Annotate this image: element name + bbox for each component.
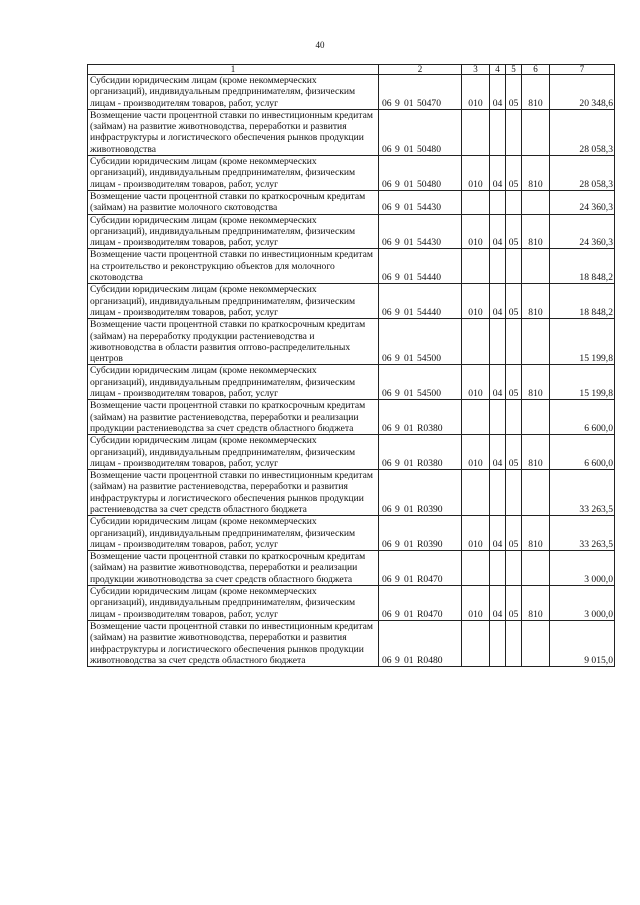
row-col3: 010 [462,435,490,470]
row-amount: 18 848,2 [550,249,615,284]
header-cell: 7 [550,65,615,75]
row-description: Субсидии юридическим лицам (кроме некоммерческих организаций), индивидуальным предпринимателям, физическим лицам - производителям товаров, работ, услуг [88,214,379,249]
row-col6 [522,470,550,516]
table-row [88,249,615,284]
row-col6 [522,551,550,586]
row-col6 [522,249,550,284]
code-direction: 50480 [417,143,441,155]
row-description: Возмещение части процентной ставки по инвестиционным кредитам на строительство и реконструкцию объектов для молочного скотоводства [88,249,379,284]
row-amount: 15 199,8 [550,319,615,365]
row-description: Субсидии юридическим лицам (кроме некоммерческих организаций), индивидуальным предпринимателям, физическим лицам - производителям товаров, работ, услуг [88,75,379,110]
code-subprogram: 01 [404,353,414,365]
row-col4 [490,620,506,666]
row-col5: 05 [506,365,522,400]
row-description: Возмещение части процентной ставки по инвестиционным кредитам (займам) на развитие животноводства, переработки и развития инфраструктуры и логистического обеспечения рынков продукции животноводства [88,109,379,155]
table-row [88,400,615,435]
table-row [88,470,615,516]
table-row [88,435,615,470]
header-cell: 1 [88,65,379,75]
table-row [88,620,615,666]
row-col3: 010 [462,586,490,621]
code-program: 9 [395,573,400,585]
code-subprogram: 01 [404,503,414,515]
code-subprogram: 01 [404,573,414,585]
code-direction: R0470 [417,608,443,620]
row-col4 [490,249,506,284]
row-col4 [490,190,506,214]
code-program: 9 [395,202,400,214]
code-program: 9 [395,97,400,109]
code-direction: R0390 [417,503,443,515]
code-program: 9 [395,457,400,469]
code-subprogram: 01 [404,97,414,109]
table-row [88,190,615,214]
code-program: 9 [395,237,400,249]
table-row [88,319,615,365]
code-section: 06 [382,143,392,155]
table-row [88,284,615,319]
code-direction: 54440 [417,306,441,318]
code-section: 06 [382,97,392,109]
row-col5: 05 [506,156,522,191]
row-col4 [490,551,506,586]
code-direction: 50470 [417,97,441,109]
code-direction: 54440 [417,272,441,284]
row-col4: 04 [490,156,506,191]
code-program: 9 [395,272,400,284]
code-subprogram: 01 [404,237,414,249]
row-col4: 04 [490,516,506,551]
row-col5 [506,620,522,666]
row-col6: 810 [522,156,550,191]
row-col3: 010 [462,214,490,249]
header-cell: 5 [506,65,522,75]
row-code [379,214,462,249]
row-col6: 810 [522,435,550,470]
row-col3 [462,109,490,155]
row-description: Возмещение части процентной ставки по краткосрочным кредитам (займам) на развитие молочного скотоводства [88,190,379,214]
row-code [379,190,462,214]
row-col5: 05 [506,284,522,319]
table-header-row [88,65,615,75]
row-col6: 810 [522,586,550,621]
row-col5 [506,190,522,214]
row-col5: 05 [506,75,522,110]
row-col5 [506,400,522,435]
code-direction: 54500 [417,388,441,400]
row-amount: 3 000,0 [550,551,615,586]
row-col4: 04 [490,214,506,249]
code-section: 06 [382,608,392,620]
row-col5: 05 [506,586,522,621]
code-subprogram: 01 [404,422,414,434]
row-col3 [462,319,490,365]
row-code [379,156,462,191]
row-description: Возмещение части процентной ставки по инвестиционным кредитам (займам) на развитие растениеводства, переработки и развития инфраструктуры и логистического обеспечения рынков продукции растениеводства за счет средств областного бюджета [88,470,379,516]
code-direction: 54430 [417,237,441,249]
row-code [379,516,462,551]
row-amount: 28 058,3 [550,156,615,191]
row-col3 [462,249,490,284]
code-subprogram: 01 [404,538,414,550]
code-program: 9 [395,608,400,620]
row-col3: 010 [462,75,490,110]
row-col3: 010 [462,365,490,400]
code-section: 06 [382,573,392,585]
code-subprogram: 01 [404,143,414,155]
code-direction: R0390 [417,538,443,550]
row-col4: 04 [490,284,506,319]
code-subprogram: 01 [404,608,414,620]
code-program: 9 [395,353,400,365]
row-code [379,365,462,400]
table-row [88,109,615,155]
row-description: Возмещение части процентной ставки по инвестиционным кредитам (займам) на развитие животноводства, переработки и развития инфраструктуры и логистического обеспечения рынков продукции животноводства за счет средств областного бюджета [88,620,379,666]
code-direction: 50480 [417,178,441,190]
code-section: 06 [382,422,392,434]
row-col3 [462,400,490,435]
code-direction: R0380 [417,422,443,434]
table-row [88,75,615,110]
row-col3 [462,551,490,586]
row-col6 [522,109,550,155]
code-direction: 54500 [417,353,441,365]
row-amount: 6 600,0 [550,435,615,470]
code-section: 06 [382,654,392,666]
row-amount: 6 600,0 [550,400,615,435]
table-row [88,551,615,586]
row-code [379,75,462,110]
row-description: Субсидии юридическим лицам (кроме некоммерческих организаций), индивидуальным предпринимателям, физическим лицам - производителям товаров, работ, услуг [88,284,379,319]
code-subprogram: 01 [404,178,414,190]
row-col5 [506,249,522,284]
row-col4 [490,400,506,435]
row-amount: 33 263,5 [550,516,615,551]
code-direction: 54430 [417,202,441,214]
row-col5 [506,109,522,155]
table-body [88,75,615,667]
row-col3: 010 [462,156,490,191]
row-description: Субсидии юридическим лицам (кроме некоммерческих организаций), индивидуальным предпринимателям, физическим лицам - производителям товаров, работ, услуг [88,365,379,400]
row-col5: 05 [506,214,522,249]
code-section: 06 [382,503,392,515]
row-col6: 810 [522,365,550,400]
row-amount: 3 000,0 [550,586,615,621]
code-subprogram: 01 [404,388,414,400]
row-code [379,319,462,365]
code-program: 9 [395,422,400,434]
row-amount: 18 848,2 [550,284,615,319]
row-code [379,551,462,586]
code-program: 9 [395,178,400,190]
row-col3: 010 [462,284,490,319]
code-program: 9 [395,306,400,318]
row-col5 [506,551,522,586]
row-description: Возмещение части процентной ставки по краткосрочным кредитам (займам) на развитие растениеводства, переработки и реализации продукции растениеводства за счет средств областного бюджета [88,400,379,435]
row-col4: 04 [490,586,506,621]
row-amount: 9 015,0 [550,620,615,666]
row-description: Возмещение части процентной ставки по краткосрочным кредитам (займам) на развитие животноводства, переработки и реализации продукции животноводства за счет средств областного бюджета [88,551,379,586]
code-section: 06 [382,237,392,249]
row-code [379,620,462,666]
row-col4: 04 [490,365,506,400]
code-section: 06 [382,272,392,284]
table-row [88,586,615,621]
row-col3 [462,470,490,516]
code-program: 9 [395,654,400,666]
code-section: 06 [382,457,392,469]
row-description: Субсидии юридическим лицам (кроме некоммерческих организаций), индивидуальным предпринимателям, физическим лицам - производителям товаров, работ, услуг [88,516,379,551]
header-cell: 4 [490,65,506,75]
row-description: Субсидии юридическим лицам (кроме некоммерческих организаций), индивидуальным предпринимателям, физическим лицам - производителям товаров, работ, услуг [88,156,379,191]
code-section: 06 [382,353,392,365]
row-col3: 010 [462,516,490,551]
table-row [88,516,615,551]
table-row [88,156,615,191]
code-direction: R0470 [417,573,443,585]
row-code [379,249,462,284]
header-cell: 6 [522,65,550,75]
row-col4 [490,470,506,516]
row-col6: 810 [522,284,550,319]
table-row [88,365,615,400]
row-amount: 24 360,3 [550,214,615,249]
code-subprogram: 01 [404,272,414,284]
row-col4 [490,319,506,365]
row-col5 [506,470,522,516]
row-col4 [490,109,506,155]
row-col4: 04 [490,435,506,470]
row-description: Субсидии юридическим лицам (кроме некоммерческих организаций), индивидуальным предпринимателям, физическим лицам - производителям товаров, работ, услуг [88,435,379,470]
budget-table [87,64,615,667]
code-subprogram: 01 [404,654,414,666]
code-program: 9 [395,143,400,155]
row-col3 [462,190,490,214]
code-section: 06 [382,388,392,400]
header-cell: 3 [462,65,490,75]
row-amount: 28 058,3 [550,109,615,155]
row-description: Возмещение части процентной ставки по краткосрочным кредитам (займам) на переработку продукции растениеводства и животноводства в области развития оптово-распределительных центров [88,319,379,365]
row-col6 [522,319,550,365]
row-code [379,400,462,435]
row-col6 [522,620,550,666]
row-amount: 20 348,6 [550,75,615,110]
row-amount: 33 263,5 [550,470,615,516]
row-col3 [462,620,490,666]
row-code [379,470,462,516]
row-description: Субсидии юридическим лицам (кроме некоммерческих организаций), индивидуальным предпринимателям, физическим лицам - производителям товаров, работ, услуг [88,586,379,621]
code-program: 9 [395,538,400,550]
row-col6 [522,400,550,435]
row-code [379,109,462,155]
row-amount: 24 360,3 [550,190,615,214]
row-col4: 04 [490,75,506,110]
row-code [379,435,462,470]
code-subprogram: 01 [404,306,414,318]
code-program: 9 [395,503,400,515]
row-col6: 810 [522,516,550,551]
code-section: 06 [382,306,392,318]
code-subprogram: 01 [404,457,414,469]
row-code [379,284,462,319]
code-program: 9 [395,388,400,400]
page-number: 40 [315,40,325,50]
code-section: 06 [382,202,392,214]
header-cell: 2 [379,65,462,75]
row-col5: 05 [506,435,522,470]
table-row [88,214,615,249]
row-col6: 810 [522,75,550,110]
code-direction: R0480 [417,654,443,666]
code-section: 06 [382,178,392,190]
row-code [379,586,462,621]
row-amount: 15 199,8 [550,365,615,400]
row-col5: 05 [506,516,522,551]
code-direction: R0380 [417,457,443,469]
row-col5 [506,319,522,365]
code-subprogram: 01 [404,202,414,214]
code-section: 06 [382,538,392,550]
row-col6 [522,190,550,214]
row-col6: 810 [522,214,550,249]
